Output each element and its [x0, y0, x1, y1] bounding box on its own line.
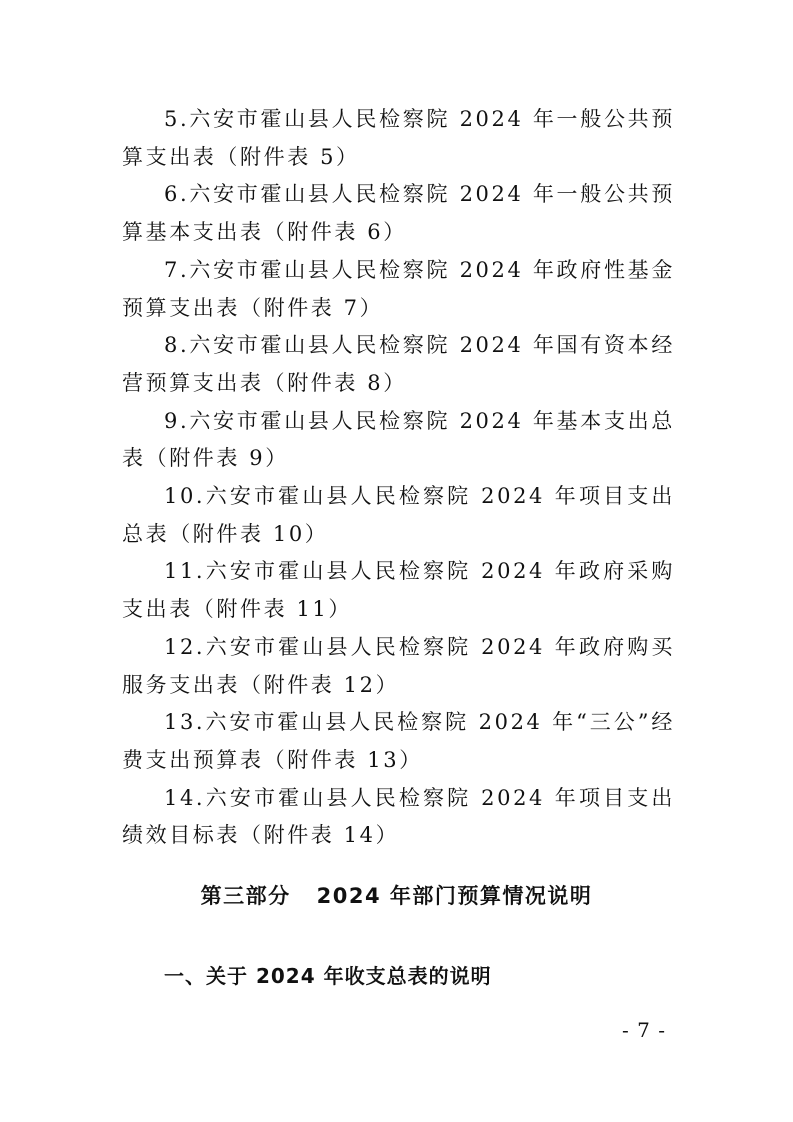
list-item: 11.六安市霍山县人民检察院 2024 年政府采购支出表（附件表 11）	[122, 559, 675, 622]
list-item: 6.六安市霍山县人民检察院 2024 年一般公共预算基本支出表（附件表 6）	[122, 182, 675, 245]
list-item: 10.六安市霍山县人民检察院 2024 年项目支出总表（附件表 10）	[122, 484, 675, 546]
list-item: 8.六安市霍山县人民检察院 2024 年国有资本经营预算支出表（附件表 8）	[122, 333, 675, 395]
page-number: - 7 -	[622, 1018, 666, 1042]
section-title-text: 2024 年部门预算情况说明	[316, 884, 593, 908]
list-item: 13.六安市霍山县人民检察院 2024 年“三公”经费支出预算表（附件表 13）	[122, 710, 675, 772]
list-item: 7.六安市霍山县人民检察院 2024 年政府性基金预算支出表（附件表 7）	[122, 257, 675, 320]
list-item: 14.六安市霍山县人民检察院 2024 年项目支出绩效目标表（附件表 14）	[122, 785, 675, 848]
section-part-label: 第三部分	[200, 884, 291, 908]
subsection-heading: 一、关于 2024 年收支总表的说明	[164, 964, 492, 988]
list-item: 5.六安市霍山县人民检察院 2024 年一般公共预算支出表（附件表 5）	[122, 107, 675, 169]
list-item: 9.六安市霍山县人民检察院 2024 年基本支出总表（附件表 9）	[122, 408, 675, 471]
attachment-list	[122, 101, 675, 855]
section-heading	[0, 880, 793, 910]
list-item: 12.六安市霍山县人民检察院 2024 年政府购买服务支出表（附件表 12）	[122, 634, 675, 697]
